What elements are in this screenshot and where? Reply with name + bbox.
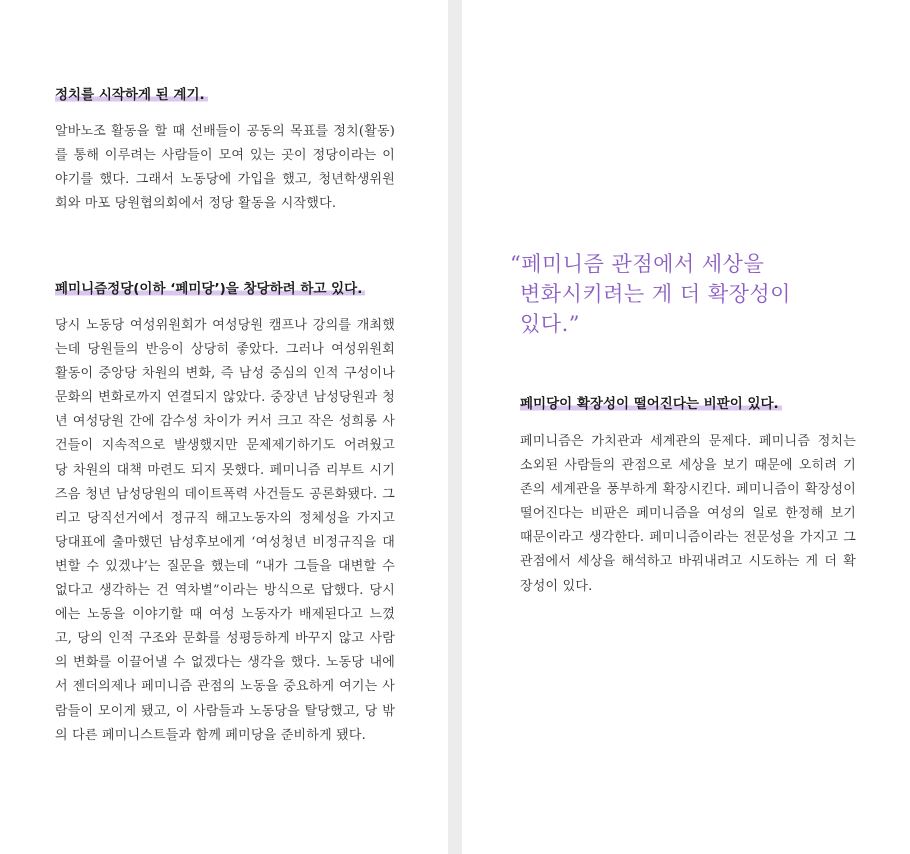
paragraph-founding: 당시 노동당 여성위원회가 여성당원 캠프나 강의를 개최했는데 당원들의 반응이 상당히 좋았다. 그러나 여성위원회 활동이 중앙당 차원의 변화, 즉 남성 중심의 인적 구성이나 문화의 변화로까지 연결되지 않았다. 중장년 남성당원과 청년 여성당원 간에 감수성 차이가 커서 크고 작은 성희롱 사건들이 지속적으로 발생했지만 문제제기하기도 어려웠고 당 차원의 대책 마련도 되지 못했다. 페미니즘 리부트 시기즈음 청년 남성당원의 데이트폭력 사건들도 공론화됐다. 그리고 당직선거에서 정규직 해고노동자의 정체성을 가지고 당대표에 출마했던 남성후보에게 ‘여성청년 비정규직을 대변할 수 있겠냐’는 질문을 했는데 “내가 그들을 대변할 수 없다고 생각하는 건 역차별”이라는 방식으로 답했다. 당시에는 노동을 이야기할 때 여성 노동자가 배제된다고 느꼈고, 당의 인적 구조와 문화를 성평등하게 바꾸지 않고 사람의 변화를 이끌어낼 수 없겠다는 생각을 했다. 노동당 내에서 젠더의제나 페미니즘 관점의 노동을 중요하게 여기는 사람들이 모이게 됐고, 이 사람들과 노동당을 탈당했고, 당 밖의 다른 페미니스트들과 함께 페미당을 준비하게 됐다. [55,318,395,743]
pull-quote [510,249,810,339]
paragraph-criticism: 페미니즘은 가치관과 세계관의 문제다. 페미니즘 정치는 소외된 사람들의 관점으로 세상을 보기 때문에 오히려 기존의 세계관을 풍부하게 확장시킨다. 페미니즘이 확장성이 떨어진다는 비판은 페미니즘을 여성의 일로 한정해 보기 때문이라고 생각한다. 페미니즘이라는 전문성을 가지고 그 관점에서 세상을 해석하고 바꿔내려고 시도하는 게 더 확장성이 있다. [520,434,856,594]
section-heading-criticism: 페미당이 확장성이 떨어진다는 비판이 있다. [520,395,782,413]
page-gutter [448,0,462,854]
pull-quote-line-3: 있다.” [520,312,580,336]
paragraph-motivation: 알바노조 활동을 할 때 선배들이 공동의 목표를 정치(활동)를 통해 이루려는 사람들이 모여 있는 곳이 정당이라는 이야기를 했다. 그래서 노동당에 가입을 했고, 청년학생위원회와 마포 당원협의회에서 정당 활동을 시작했다. [55,124,395,212]
section-heading-founding: 페미니즘정당(이하 ‘페미당’)을 창당하려 하고 있다. [55,280,365,298]
section-heading-motivation: 정치를 시작하게 된 계기. [55,86,208,104]
pull-quote-line-2: 변화시키려는 게 더 확장성이 [520,282,791,306]
pull-quote-line-1: “페미니즘 관점에서 세상을 [510,252,765,276]
